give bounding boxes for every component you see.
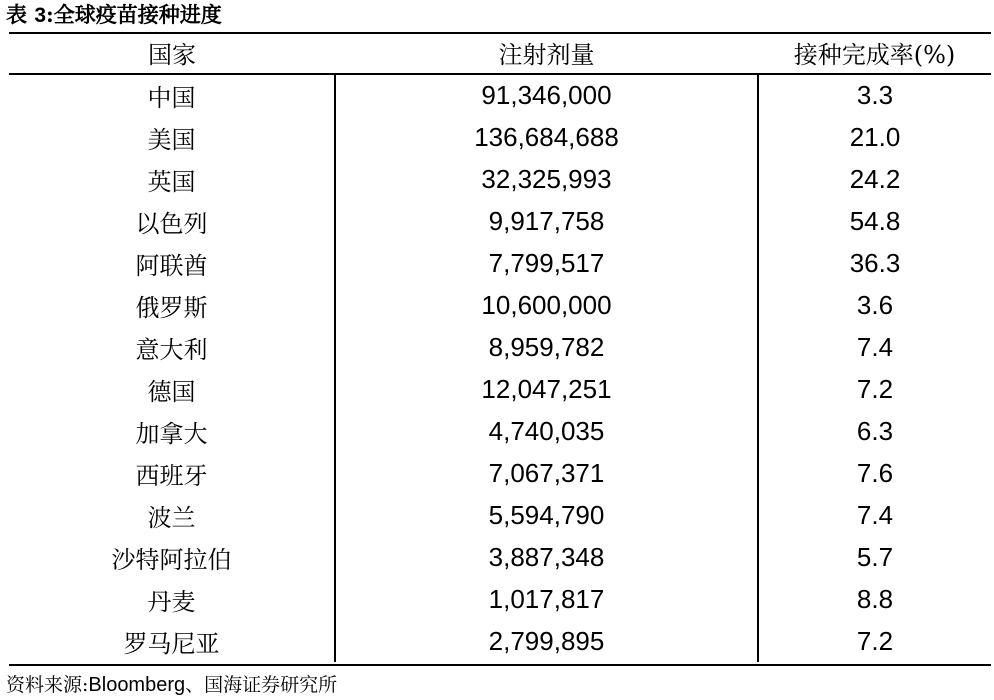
cell-doses: 5,594,790 (335, 494, 758, 536)
source-label: 资料来源: (6, 674, 89, 696)
source-note (6, 670, 337, 700)
table-row (9, 494, 991, 536)
vaccination-table (9, 32, 991, 662)
cell-country: 阿联酋 (9, 242, 335, 284)
table-row (9, 158, 991, 200)
cell-country: 波兰 (9, 494, 335, 536)
cell-doses: 7,799,517 (335, 242, 758, 284)
cell-rate: 24.2 (849, 163, 901, 194)
table-row (9, 620, 991, 662)
cell-doses: 12,047,251 (335, 368, 758, 410)
cell-rate: 21.0 (849, 121, 901, 152)
source-rest: 、国海证券研究所 (185, 674, 338, 696)
cell-rate: 3.3 (856, 80, 894, 110)
cell-doses: 32,325,993 (335, 158, 758, 200)
cell-rate: 7.6 (856, 457, 894, 488)
cell-rate: 54.8 (849, 205, 901, 236)
table-row (9, 284, 991, 326)
cell-rate: 7.2 (856, 625, 894, 656)
cell-country: 丹麦 (9, 578, 335, 620)
table-header-row (9, 32, 991, 74)
cell-country: 沙特阿拉伯 (9, 536, 335, 578)
source-org-en: Bloomberg (88, 674, 186, 696)
cell-rate: 8.8 (856, 583, 894, 614)
table-row (9, 326, 991, 368)
cell-country: 西班牙 (9, 452, 335, 494)
cell-country: 加拿大 (9, 410, 335, 452)
table-row (9, 74, 991, 116)
cell-doses: 91,346,000 (335, 74, 758, 116)
table-row (9, 410, 991, 452)
cell-doses: 7,067,371 (335, 452, 758, 494)
cell-rate: 7.2 (856, 373, 894, 404)
cell-doses: 4,740,035 (335, 410, 758, 452)
cell-country: 以色列 (9, 200, 335, 242)
header-completion-rate: 接种完成率(%) (758, 32, 991, 74)
cell-country: 中国 (9, 74, 335, 116)
table-title-number: 3 (34, 4, 46, 27)
cell-rate: 5.7 (856, 541, 894, 572)
table-row (9, 368, 991, 410)
table-title-suffix: :全球疫苗接种进度 (46, 2, 222, 27)
cell-doses: 3,887,348 (335, 536, 758, 578)
cell-country: 意大利 (9, 326, 335, 368)
table-title (6, 0, 222, 32)
table-row (9, 116, 991, 158)
cell-rate: 7.4 (856, 499, 894, 530)
cell-doses: 9,917,758 (335, 200, 758, 242)
header-doses: 注射剂量 (335, 32, 758, 74)
table-bottom-rule (9, 664, 991, 666)
cell-country: 美国 (9, 116, 335, 158)
table-title-prefix: 表 (6, 2, 35, 27)
cell-doses: 2,799,895 (335, 620, 758, 662)
table-row (9, 242, 991, 284)
table-row (9, 452, 991, 494)
cell-country: 罗马尼亚 (9, 620, 335, 662)
header-country: 国家 (9, 32, 335, 74)
cell-doses: 10,600,000 (335, 284, 758, 326)
cell-country: 俄罗斯 (9, 284, 335, 326)
cell-rate: 6.3 (856, 415, 894, 446)
cell-rate: 36.3 (849, 247, 901, 278)
cell-country: 德国 (9, 368, 335, 410)
cell-rate: 7.4 (856, 331, 894, 362)
table-row (9, 578, 991, 620)
cell-doses: 1,017,817 (335, 578, 758, 620)
cell-rate: 3.6 (856, 289, 894, 320)
table-row (9, 536, 991, 578)
cell-doses: 136,684,688 (335, 116, 758, 158)
cell-country: 英国 (9, 158, 335, 200)
table-row (9, 200, 991, 242)
cell-doses: 8,959,782 (335, 326, 758, 368)
